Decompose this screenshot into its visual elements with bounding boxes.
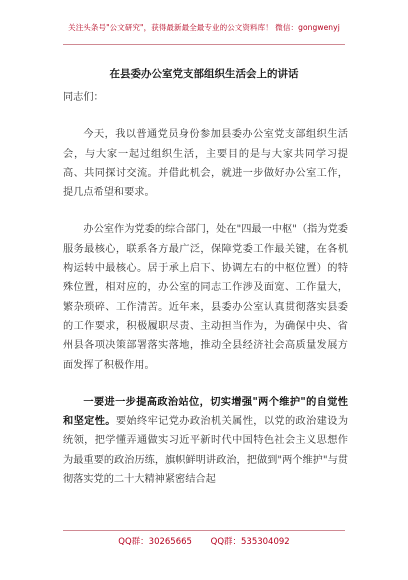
document-title: 在县委办公室党支部组织生活会上的讲话 <box>109 68 299 80</box>
footer-contact <box>0 535 408 547</box>
footer-divider <box>63 530 345 531</box>
header-promo-note: 关注头条号"公文研究"，获得最新最全最专业的公文资料库！ 微信：gongwenyj <box>68 23 340 32</box>
footer-qq-group-1: QQ群：30265665 <box>118 537 192 547</box>
salutation: 同志们： <box>63 92 104 103</box>
paragraph-intro: 今天，我以普通党员身份参加县委办公室党支部组织生活会，与大家一起过组织生活，主要目的是与大家共同学习提高、共同探讨交流。并借此机会，就进一步做好办公室工作，提几点希望和要求。 <box>63 129 348 199</box>
section-1-heading: 一要进一步提高政治站位，切实增强"两个维护"的自觉性和坚定性。 <box>63 396 348 428</box>
section-1-text: 要始终牢记党办政治机关属性，以党的政治建设为统领，把学懂弄通做实习近平新时代中国特色社会主义思想作为最重要的政治历练，旗帜鲜明讲政治，把做到"两个维护"与贯彻落实党的二十大精神紧密结合起 <box>63 416 349 486</box>
paragraph-section-1 <box>63 393 348 489</box>
header-divider <box>63 44 345 45</box>
paragraph-office-role: 办公室作为党委的综合部门，处在"四最一中枢"（指为党委服务最核心，联系各方最广泛，保障党委工作最关键，在各机构运转中最核心。居于承上启下、协调左右的中枢位置）的特殊位置，相对应的，办公室的同志工作涉及面宽、工作量大，繁杂琐碎、工作清苦。近年来，县委办公室认真贯彻落实县委的工作要求，积极履职尽责、主动担当作为，为确保中央、省州县各项决策部署落实落地，推动全县经济社会高质量发展方面发挥了积极作用。 <box>63 224 348 371</box>
document-body <box>63 88 348 507</box>
footer-qq-group-2: QQ群：535304092 <box>210 537 290 547</box>
